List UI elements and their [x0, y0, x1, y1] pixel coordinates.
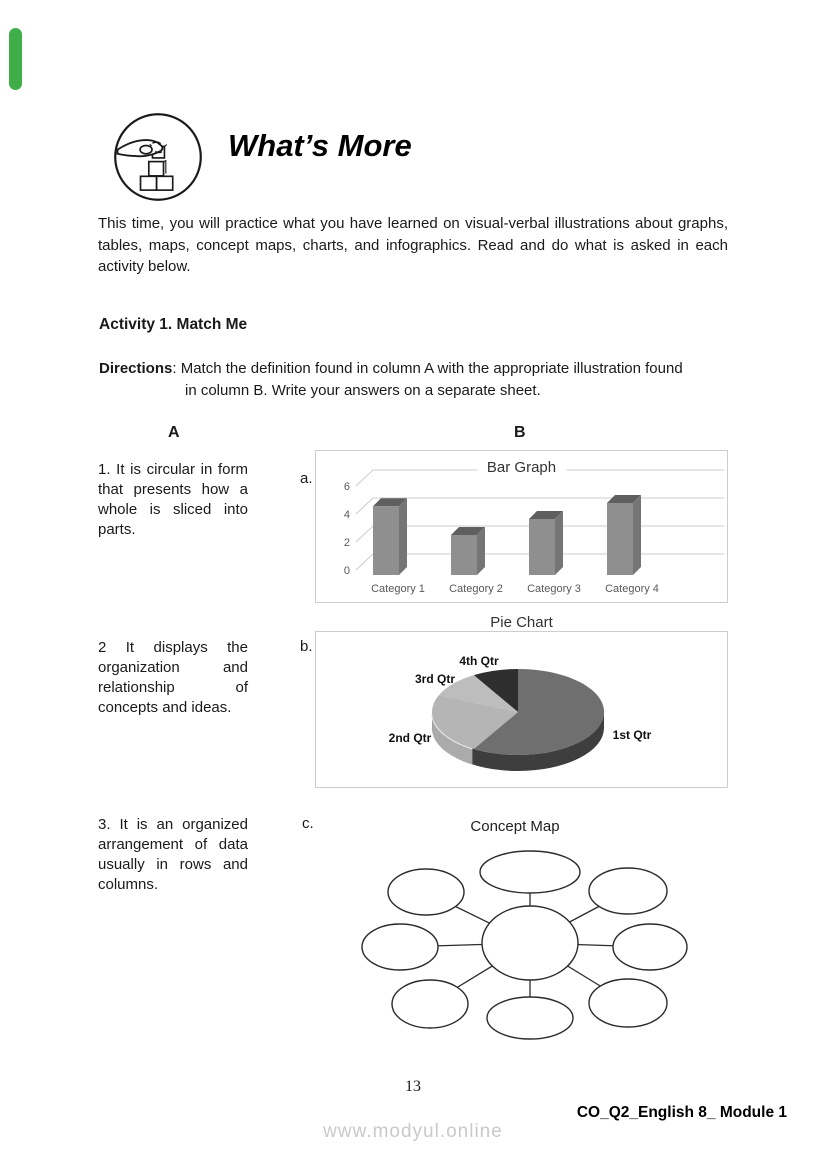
definition-1: 1. It is circular in form that presents how a whole is sliced into parts.: [98, 461, 248, 538]
definition-3: 3. It is an organized arrangement of data usually in rows and columns.: [98, 816, 248, 893]
letter-c: c.: [302, 815, 314, 832]
pie-label-2nd-qtr: 2nd Qtr: [388, 731, 432, 745]
svg-text:0: 0: [343, 565, 350, 577]
column-b-header: B: [514, 424, 526, 441]
svg-text:Category 4: Category 4: [605, 583, 659, 595]
green-edge-bar: [9, 28, 22, 90]
definition-2: 2 It displays the organization and relationship of concepts and ideas.: [98, 639, 248, 716]
svg-text:Category 1: Category 1: [371, 583, 425, 595]
concept-map-diagram: [350, 840, 690, 1045]
letter-b: b.: [300, 638, 313, 655]
page-number: 13: [405, 1078, 421, 1095]
svg-text:2: 2: [343, 537, 350, 549]
concept-map-title: Concept Map: [470, 818, 560, 835]
pie-label-1st-qtr: 1st Qtr: [612, 728, 652, 742]
directions-label: Directions: [99, 360, 173, 377]
column-a-header: A: [168, 424, 180, 441]
hand-stacking-blocks-icon: [112, 111, 204, 203]
bar-graph-box: [315, 450, 728, 603]
intro-paragraph: This time, you will practice what you have learned on visual-verbal illustrations about graphs, tables, maps, concept maps, charts, and infographics. Read and do what is asked in each activity below.: [98, 215, 728, 275]
page-title: What’s More: [228, 128, 412, 163]
svg-text:6: 6: [343, 481, 350, 493]
bar-graph-title: Bar Graph: [477, 459, 566, 476]
module-footer-label: CO_Q2_English 8_ Module 1: [576, 1104, 787, 1121]
directions-line1: Directions: Match the definition found in column A with the appropriate illustration found: [99, 360, 683, 377]
pie-chart-svg: [316, 632, 727, 787]
svg-text:4: 4: [343, 509, 350, 521]
svg-text:Category 3: Category 3: [527, 583, 581, 595]
activity-heading: Activity 1. Match Me: [99, 316, 248, 333]
watermark: www.modyul.online: [323, 1121, 503, 1142]
directions: [99, 358, 739, 402]
svg-text:Category 2: Category 2: [449, 583, 503, 595]
letter-a: a.: [300, 470, 313, 487]
pie-chart-title: Pie Chart: [480, 614, 563, 631]
directions-line2: in column B. Write your answers on a separate sheet.: [185, 382, 541, 399]
pie-label-3rd-qtr: 3rd Qtr: [414, 672, 456, 686]
pie-label-4th-qtr: 4th Qtr: [459, 654, 499, 668]
pie-chart-box: [315, 614, 728, 788]
